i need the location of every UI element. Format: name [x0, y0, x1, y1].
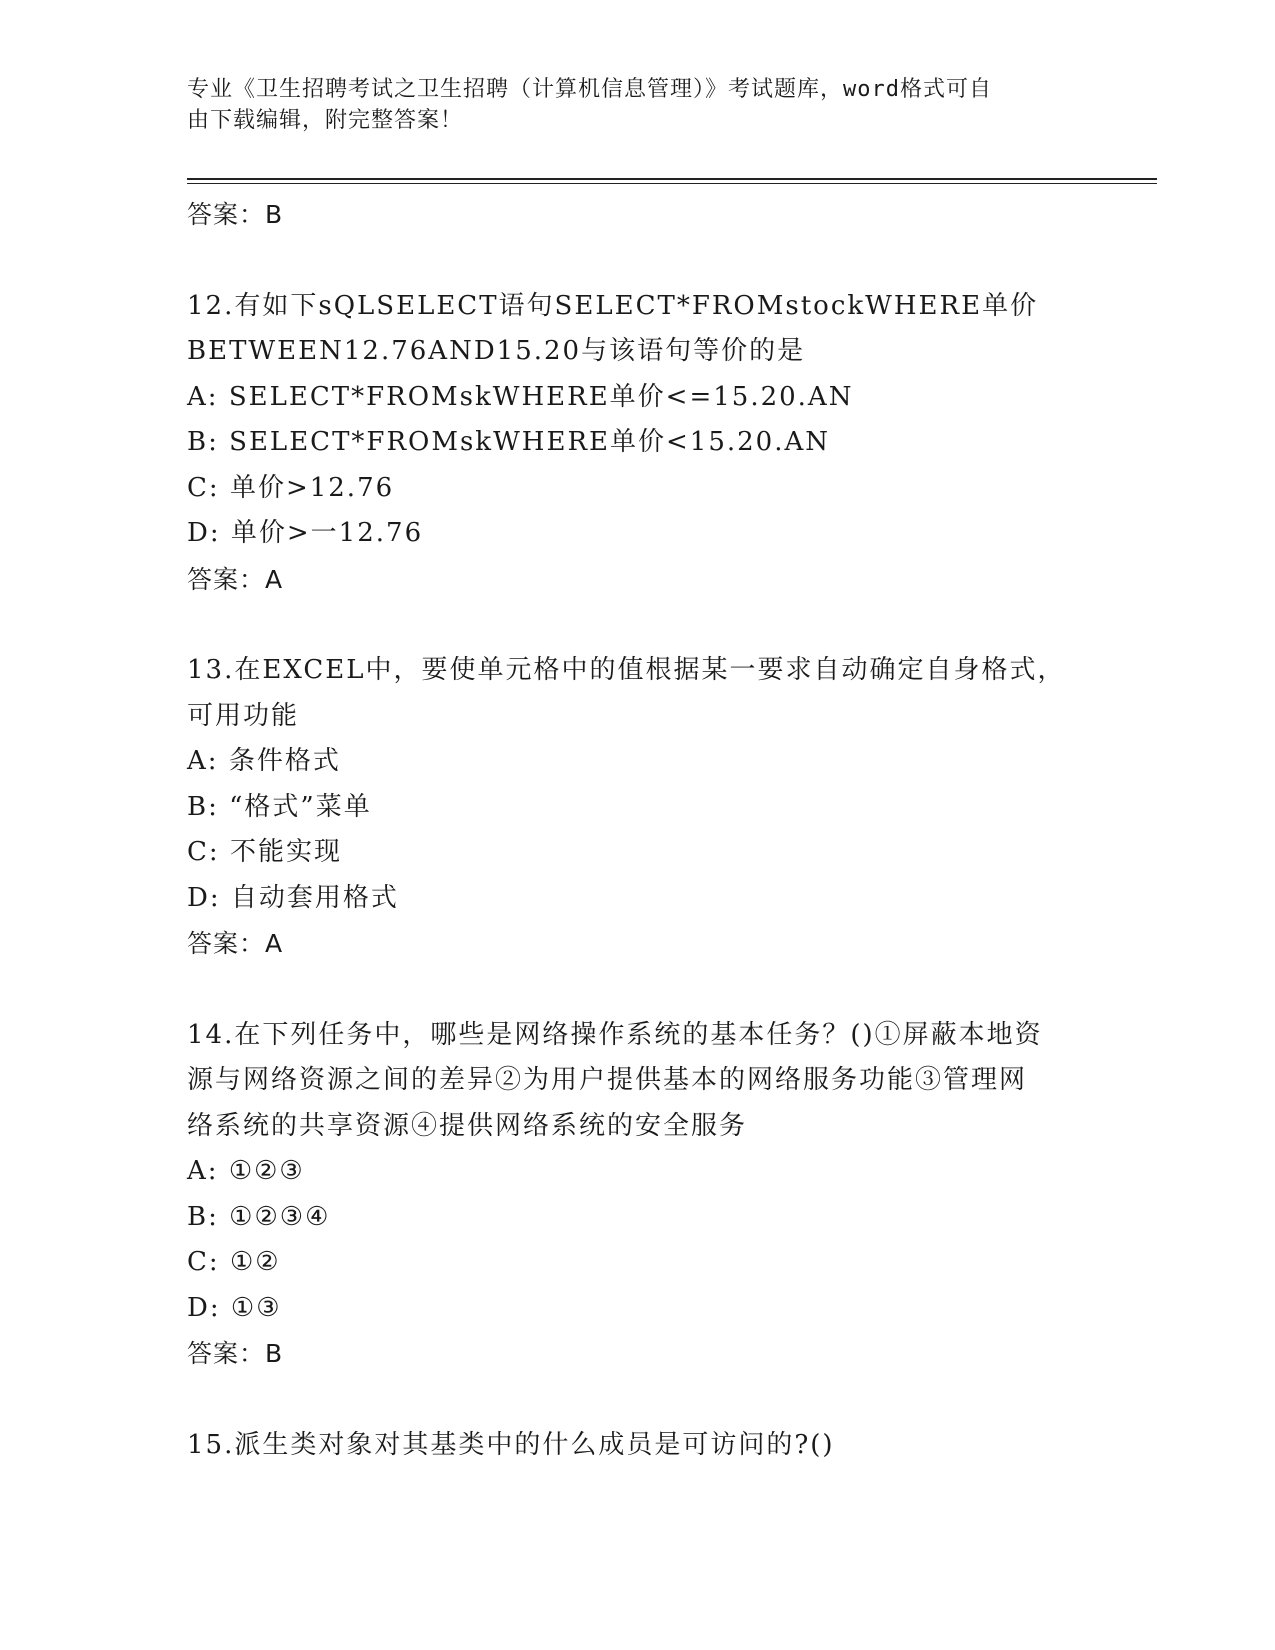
option-text: 不能实现 — [229, 837, 342, 867]
option-colon: : — [207, 746, 229, 776]
option-letter: D — [187, 882, 210, 913]
option-text: ①②③④ — [229, 1201, 331, 1232]
spacer — [187, 967, 1087, 1013]
option-text: 单价>一12.76 — [230, 518, 424, 548]
option-line — [187, 739, 1087, 785]
answer-label: 答案： — [187, 1339, 266, 1368]
answer-line — [187, 921, 1087, 967]
questions-container — [187, 284, 1087, 1469]
option-text: 单价>12.76 — [229, 472, 395, 503]
option-line — [187, 1286, 1087, 1332]
option-line — [187, 466, 1087, 512]
question-stem-line: 可用功能 — [187, 700, 300, 731]
option-colon: : — [209, 882, 231, 913]
option-letter: A — [187, 381, 208, 412]
option-text: 自动套用格式 — [230, 882, 399, 913]
option-colon: : — [208, 837, 230, 867]
option-line — [187, 830, 1087, 876]
option-text: 条件格式 — [228, 746, 341, 776]
option-colon: : — [208, 472, 230, 503]
answer-label: 答案： — [187, 200, 266, 229]
option-text: SELECT*FROMskWHERE单价<=15.20.AN — [228, 381, 854, 412]
option-letter: D — [187, 1292, 210, 1323]
option-letter: A — [187, 746, 208, 776]
question-stem-line: 12.有如下sQLSELECT语句SELECT*FROMstockWHERE单价 — [187, 290, 1039, 321]
option-letter: D — [187, 518, 210, 548]
spacer — [187, 602, 1087, 648]
answer-label: 答案： — [187, 564, 266, 594]
option-text: ①② — [229, 1247, 281, 1277]
question-block — [187, 284, 1087, 649]
question-stem-line: BETWEEN12.76AND15.20与该语句等价的是 — [187, 336, 806, 366]
header-rule-thin — [187, 183, 1157, 184]
header-rule-thick — [187, 178, 1157, 180]
question-block — [187, 1423, 1087, 1469]
option-text: ①③ — [230, 1292, 282, 1323]
option-text: ①②③ — [228, 1156, 305, 1186]
option-letter: A — [187, 1156, 208, 1186]
option-line — [187, 1195, 1087, 1241]
question-stem-line: 14.在下列任务中，哪些是网络操作系统的基本任务？()①屏蔽本地资 — [187, 1019, 1043, 1050]
option-colon: : — [207, 381, 229, 412]
option-line — [187, 876, 1087, 922]
option-colon: : — [208, 1201, 230, 1232]
option-line — [187, 420, 1087, 466]
option-letter: C — [187, 1247, 209, 1277]
header-line-1: 专业《卫生招聘考试之卫生招聘（计算机信息管理）》考试题库，word格式可自 — [187, 77, 992, 102]
answer-line — [187, 1331, 1087, 1377]
answer-line — [187, 192, 1087, 238]
option-text: SELECT*FROMskWHERE单价<15.20.AN — [229, 427, 831, 457]
option-line — [187, 1149, 1087, 1195]
option-letter: C — [187, 837, 209, 867]
option-text: “格式”菜单 — [229, 791, 372, 822]
option-letter: C — [187, 472, 209, 503]
header-line-2: 由下载编辑，附完整答案！ — [187, 108, 464, 133]
option-line — [187, 785, 1087, 831]
spacer — [187, 1377, 1087, 1423]
answer-label: 答案： — [187, 929, 266, 958]
answer-line — [187, 557, 1087, 603]
question-block — [187, 1013, 1087, 1423]
option-colon: : — [208, 1247, 230, 1277]
question-stem-line: 络系统的共享资源④提供网络系统的安全服务 — [187, 1110, 748, 1141]
option-colon: : — [209, 1292, 231, 1323]
option-letter: B — [187, 1201, 209, 1232]
question-block — [187, 648, 1087, 1013]
answer-value: B — [265, 200, 284, 229]
option-colon: : — [208, 427, 230, 457]
answer-value: B — [265, 1339, 284, 1368]
option-colon: : — [208, 791, 230, 822]
question-list — [187, 192, 1087, 1468]
answer-value: A — [265, 929, 284, 958]
option-colon: : — [209, 518, 231, 548]
option-colon: : — [207, 1156, 229, 1186]
question-stem-line: 15.派生类对象对其基类中的什么成员是可访问的?() — [187, 1429, 835, 1460]
answer-value: A — [265, 564, 284, 594]
spacer — [187, 238, 1087, 284]
option-letter: B — [187, 427, 209, 457]
document-header — [187, 74, 1077, 136]
question-stem-line: 13.在EXCEL中，要使单元格中的值根据某一要求自动确定自身格式， — [187, 655, 1066, 685]
question-stem-line: 源与网络资源之间的差异②为用户提供基本的网络服务功能③管理网 — [187, 1065, 1028, 1095]
option-line — [187, 375, 1087, 421]
option-line — [187, 1240, 1087, 1286]
option-letter: B — [187, 791, 209, 822]
option-line — [187, 511, 1087, 557]
